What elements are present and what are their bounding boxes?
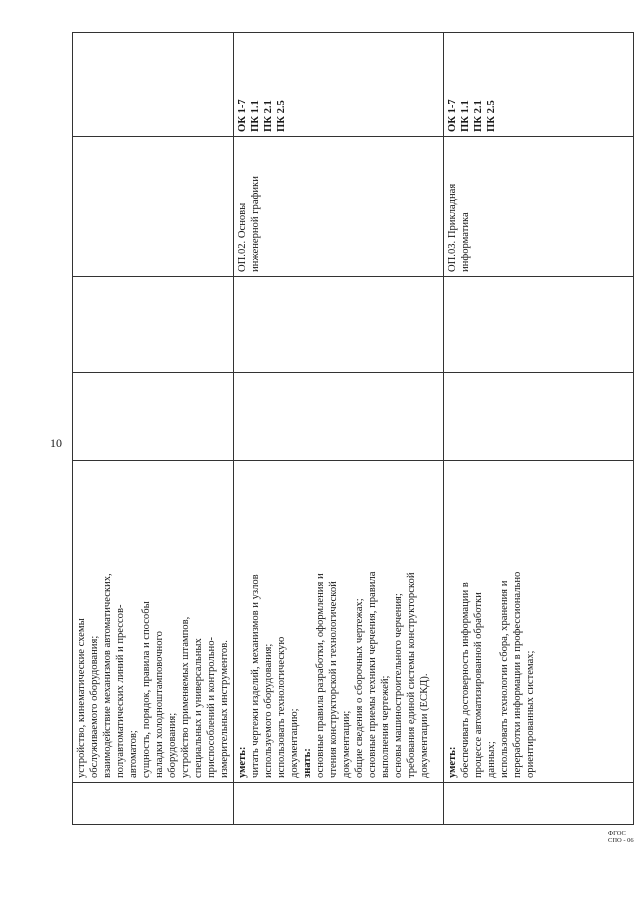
text-line: ориентированных системах; [525,650,536,778]
text-line: ПК 2.1 [473,100,484,132]
competency-cell [73,33,234,137]
hours-mandatory-cell [234,277,444,373]
discipline-cell [444,137,634,277]
text-line: устройство применяемых штампов, [180,616,191,778]
text-line: ПК 1.1 [460,100,471,132]
hours-max-cell [444,373,634,461]
text-line: данных; [486,741,497,778]
text-line: документацию; [289,708,300,778]
competency-cell [234,33,444,137]
text-line: ОК 1-7 [237,99,248,132]
text-line: ПК 1.1 [250,100,261,132]
text-line: знать: [302,748,313,778]
index-cell [444,783,634,825]
text-line: выполнения чертежей; [380,675,391,778]
table-row [73,33,234,825]
hours-max-cell [73,373,234,461]
text-line: основные правила разработки, оформления и [315,573,326,778]
text-line: ПК 2.5 [486,100,497,132]
text-line: устройство, кинематические схемы [76,618,87,778]
table-row [444,33,634,825]
text-line: процессе автоматизированной обработки [473,592,484,778]
hours-mandatory-cell [73,277,234,373]
text-line: информатика [460,212,471,272]
text-line: документации; [341,710,352,778]
discipline-cell [73,137,234,277]
text-line: обеспечивать достоверность информации в [460,582,471,778]
footer-code: ФГОС СПО - 06 [608,830,634,844]
text-line: уметь: [237,746,248,778]
text-line: ОП.02. Основы [237,202,248,272]
text-line: требования единой системы конструкторской [406,572,417,778]
index-cell [234,783,444,825]
text-line: основные приемы техники черчения, правила [367,571,378,778]
text-line: читать чертежи изделий, механизмов и узлов [250,574,261,778]
discipline-cell [234,137,444,277]
hours-max-cell [234,373,444,461]
text-line: документации (ЕСКД). [419,673,430,778]
text-line: измерительных инструментов. [219,640,230,778]
text-line: обслуживаемого оборудования; [89,635,100,778]
text-line: ПК 2.5 [276,100,287,132]
page-number: 10 [50,436,62,450]
knowledge-cell [73,461,234,783]
text-line: ПК 2.1 [263,100,274,132]
text-line: уметь: [447,746,458,778]
text-line: переработки информации в профессионально [512,571,523,778]
text-line: инженерной графики [250,176,261,272]
text-line: используемого оборудования; [263,643,274,778]
text-line: специальных и универсальных [193,638,204,778]
text-line: общие сведения о сборочных чертежах; [354,598,365,778]
competency-table [72,32,634,825]
competency-cell [444,33,634,137]
rotated-table-container [72,33,582,825]
text-line: сущность, порядок, правила и способы [141,601,152,778]
index-cell [73,783,234,825]
text-line: чтения конструкторской и технологической [328,581,339,778]
hours-mandatory-cell [444,277,634,373]
table-row [234,33,444,825]
text-line: использовать технологии сбора, хранения и [499,580,510,778]
text-line: ОК 1-7 [447,99,458,132]
text-line: взаимодействие механизмов автоматических, [102,573,113,778]
text-line: основы машиностроительного черчения; [393,593,404,778]
knowledge-cell [444,461,634,783]
text-line: использовать технологическую [276,636,287,778]
text-line: ОП.03. Прикладная [447,183,458,272]
text-line: автоматов; [128,730,139,778]
text-line: оборудования; [167,712,178,778]
text-line: приспособлений и контрольно- [206,636,217,778]
text-line: наладки холодноштамповочного [154,631,165,778]
knowledge-cell [234,461,444,783]
text-line: полуавтоматических линий и прессов- [115,604,126,778]
